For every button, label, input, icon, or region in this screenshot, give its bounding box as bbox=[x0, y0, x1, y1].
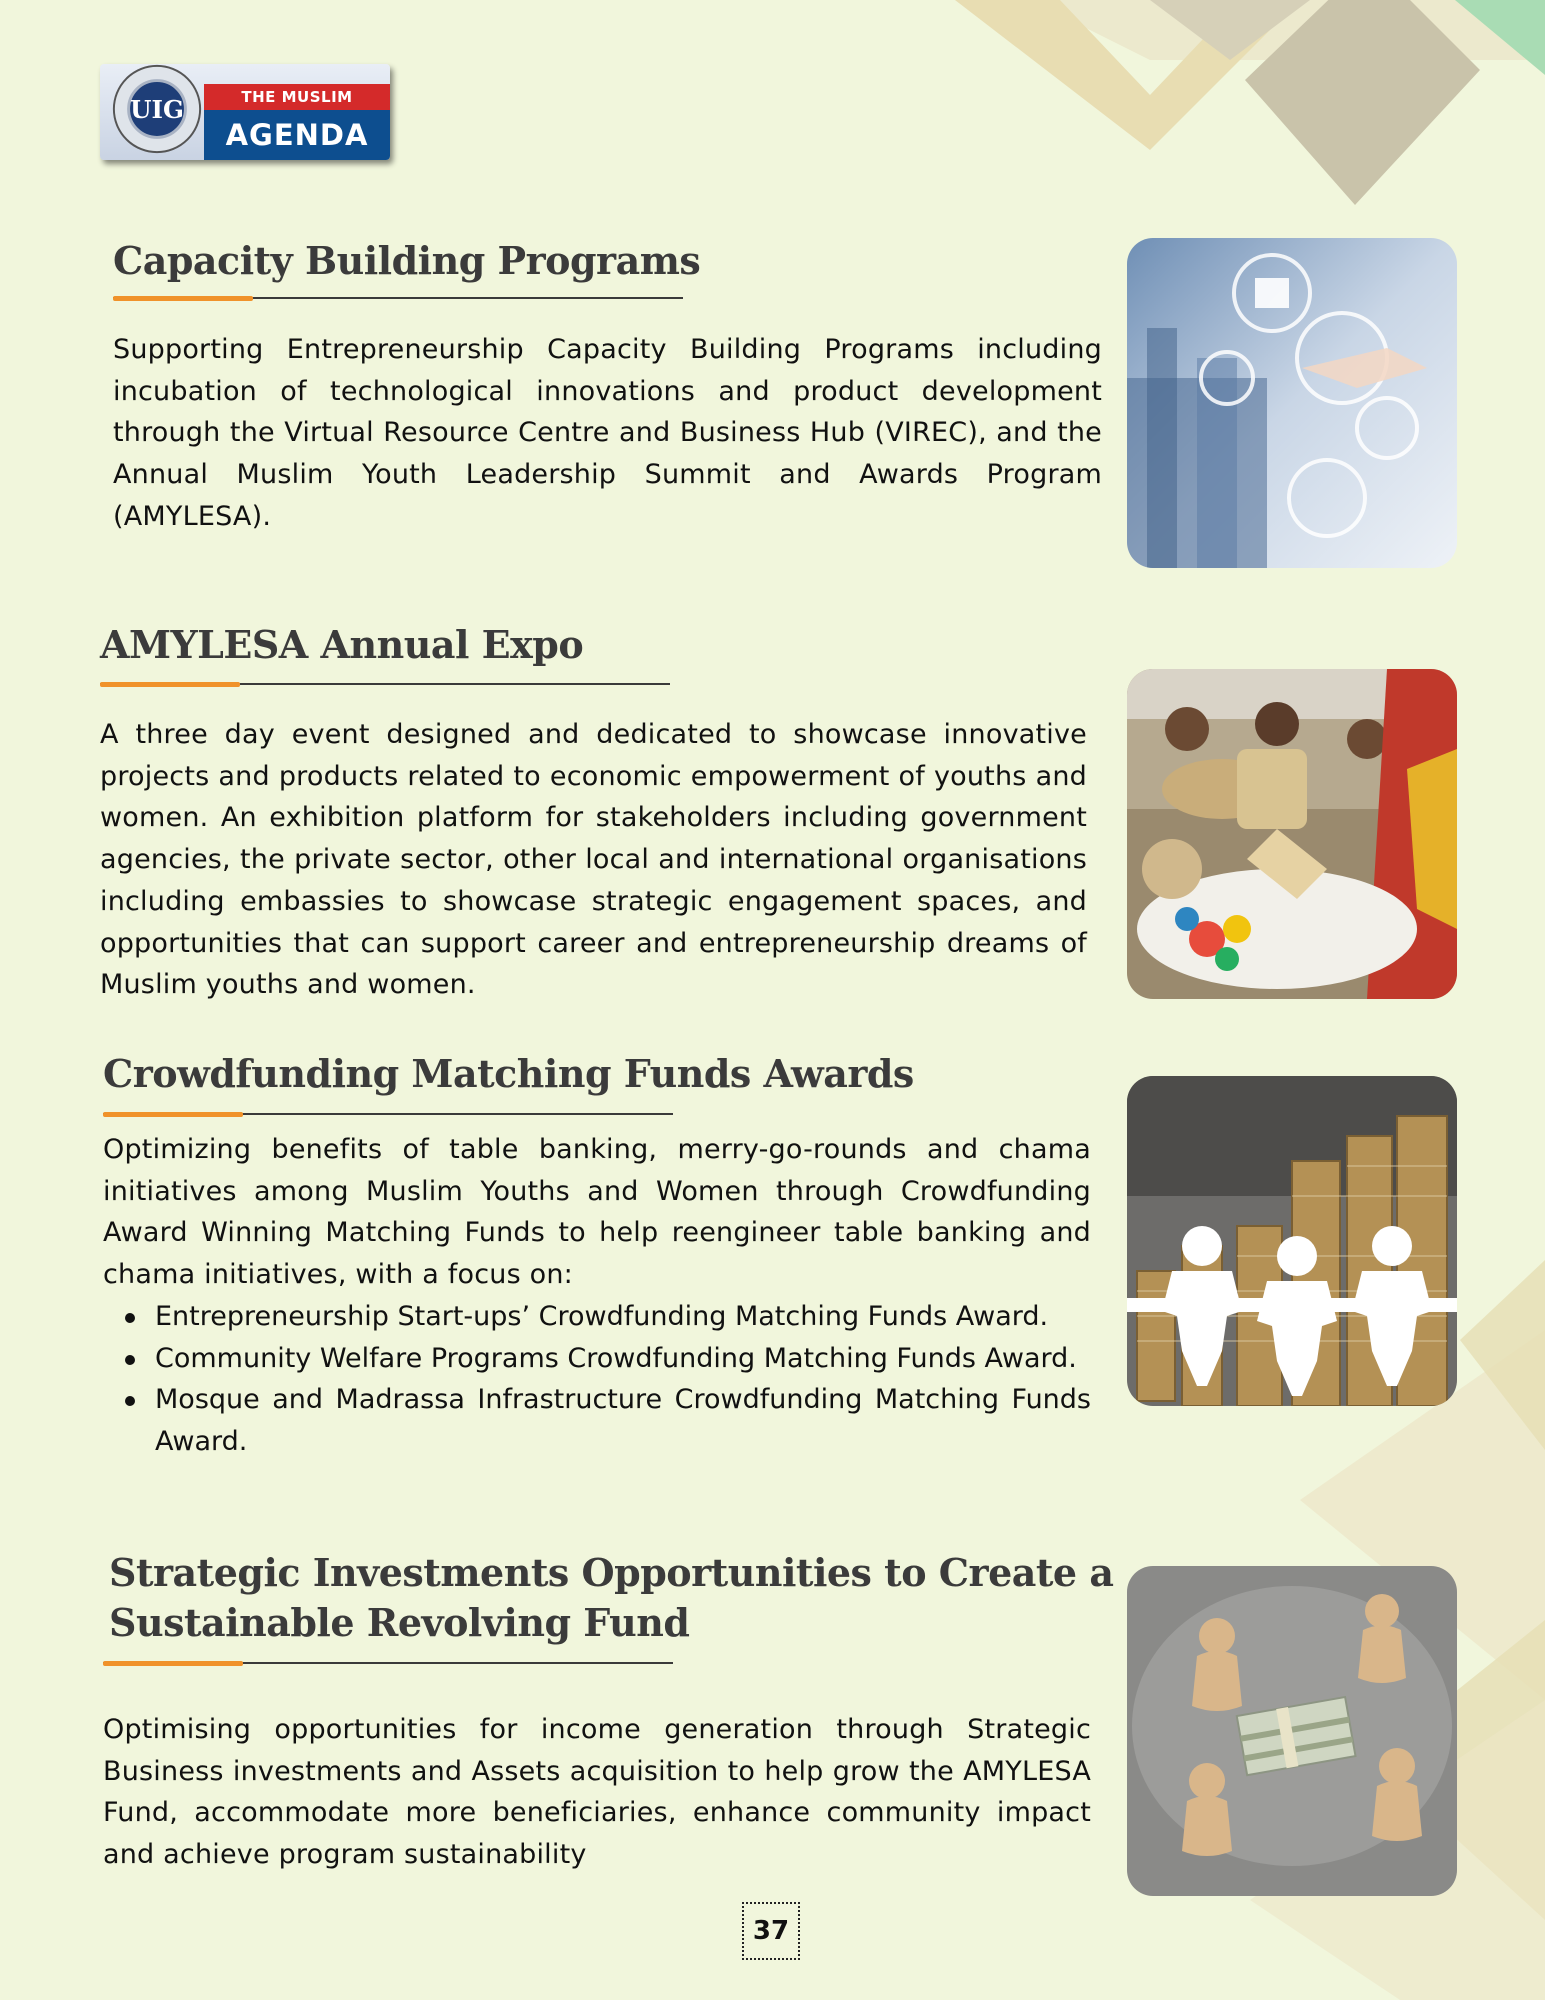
section-body-crowdfunding: Optimizing benefits of table banking, merry-go-rounds and chama initiatives among Muslim Youths and Women through Crowdfunding Award Winning Matching Funds to help reengineer table banking and chama initiatives, with a focus on: bbox=[103, 1134, 1091, 1291]
list-item-text: Community Welfare Programs Crowdfunding Matching Funds Award. bbox=[155, 1342, 1077, 1374]
technology-gears-image bbox=[1127, 238, 1457, 568]
list-item bbox=[103, 1338, 1091, 1380]
section-title-line: Sustainable Revolving Fund bbox=[109, 1600, 690, 1645]
section-rule-accent bbox=[103, 1661, 243, 1666]
logo-title-top: THE MUSLIM bbox=[204, 84, 390, 110]
list-item bbox=[103, 1296, 1091, 1338]
logo-title-bottom: AGENDA bbox=[204, 110, 390, 160]
section-title-amylesa-expo: AMYLESA Annual Expo bbox=[100, 622, 584, 667]
logo-seal-icon bbox=[108, 60, 206, 158]
list-item-text: Entrepreneurship Start-ups’ Crowdfunding Matching Funds Award. bbox=[155, 1301, 1049, 1332]
bullet-icon bbox=[125, 1313, 135, 1323]
wooden-figures-money-image bbox=[1127, 1566, 1457, 1896]
section-title-strategic-investments bbox=[109, 1548, 1113, 1648]
page-number: 37 bbox=[742, 1902, 800, 1960]
expo-crafts-image bbox=[1127, 669, 1457, 999]
coins-paper-people-image bbox=[1127, 1076, 1457, 1406]
bullet-icon bbox=[125, 1355, 135, 1365]
section-body-capacity-building: Supporting Entrepreneurship Capacity Building Programs including incubation of technological innovations and product development through the Virtual Resource Centre and Business Hub (VIREC), and the Annual Muslim Youth Leadership Summit and Awards Program (AMYLESA). bbox=[113, 334, 1102, 532]
section-title-crowdfunding: Crowdfunding Matching Funds Awards bbox=[103, 1051, 914, 1096]
section-title-capacity-building: Capacity Building Programs bbox=[113, 238, 701, 283]
section-rule-accent bbox=[103, 1112, 243, 1117]
bullet-icon bbox=[125, 1396, 135, 1406]
list-item-text: Mosque and Madrassa Infrastructure Crowdfunding Matching Funds Award. bbox=[155, 1384, 1091, 1458]
crowdfunding-award-list bbox=[103, 1296, 1091, 1463]
logo-seal-text: UIG bbox=[130, 94, 184, 124]
list-item bbox=[103, 1379, 1091, 1462]
brand-logo bbox=[100, 56, 392, 164]
section-body-amylesa-expo: A three day event designed and dedicated to showcase innovative projects and products related to economic empowerment of youths and women. An exhibition platform for stakeholders including government agencies, the private sector, other local and international organisations including embassies to showcase strategic engagement spaces, and opportunities that can support career and entrepreneurship dreams of Muslim youths and women. bbox=[100, 719, 1087, 1001]
section-rule-accent bbox=[113, 296, 253, 301]
section-body-strategic-investments: Optimising opportunities for income generation through Strategic Business investments and Assets acquisition to help grow the AMYLESA Fund, accommodate more beneficiaries, enhance community impact and achieve program sustainability bbox=[103, 1714, 1091, 1871]
section-title-line: Strategic Investments Opportunities to Create a bbox=[109, 1550, 1114, 1595]
section-rule-accent bbox=[100, 682, 240, 687]
